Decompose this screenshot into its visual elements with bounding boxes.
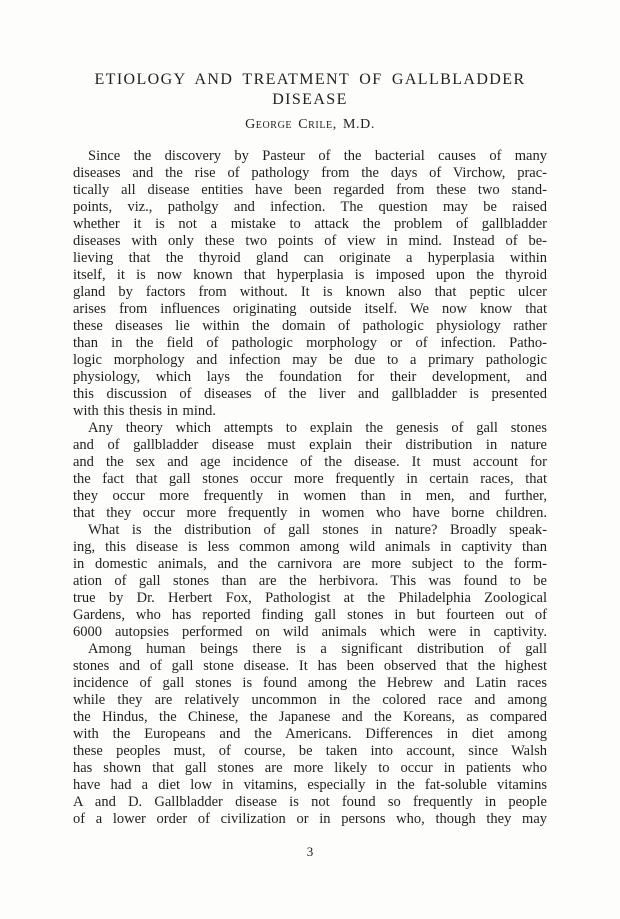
text-line: What is the distribution of gall stones in nature? Broadly speak-: [88, 522, 547, 538]
text-line: diseases with only these two points of view in mind. Instead of be-: [73, 233, 547, 249]
text-line: these diseases lie within the domain of pathologic physiology rather: [73, 318, 547, 334]
text-line: ation of gall stones than are the herbivora. This was found to be: [73, 573, 547, 589]
text-line: that they occur more frequently in women who have borne children.: [73, 505, 547, 521]
text-line: physiology, which lays the foundation for their development, and: [73, 369, 547, 385]
text-line: whether it is not a mistake to attack the problem of gallbladder: [73, 216, 547, 232]
text-line: ing, this disease is less common among wild animals in captivity than: [73, 539, 547, 555]
text-line: incidence of gall stones is found among the Hebrew and Latin races: [73, 675, 547, 691]
text-line: arises from influences originating outside itself. We now know that: [73, 301, 547, 317]
text-line: has shown that gall stones are more likely to occur in patients who: [73, 760, 547, 776]
text-line: while they are relatively uncommon in the colored race and among: [73, 692, 547, 708]
text-line: of a lower order of civilization or in persons who, though they may: [73, 811, 547, 827]
text-line: stones and of gall stone disease. It has been observed that the highest: [73, 658, 547, 674]
text-line: with this thesis in mind.: [73, 403, 216, 419]
text-line: A and D. Gallbladder disease is not found so frequently in people: [73, 794, 547, 810]
text-line: 6000 autopsies performed on wild animals which were in captivity.: [73, 624, 547, 640]
article-title-line-2: DISEASE: [272, 91, 348, 108]
text-line: itself, it is now known that hyperplasia is imposed upon the thyroid: [73, 267, 547, 283]
text-line: they occur more frequently in women than in men, and further,: [73, 488, 547, 504]
text-line: have had a diet low in vitamins, especially in the fat-soluble vitamins: [73, 777, 547, 793]
text-line: Gardens, who has reported finding gall stones in but fourteen out of: [73, 607, 547, 623]
text-line: than in the field of pathologic morphology or of infection. Patho-: [73, 335, 547, 351]
text-line: with the Europeans and the Americans. Differences in diet among: [73, 726, 547, 742]
text-line: the fact that gall stones occur more frequently in certain races, that: [73, 471, 547, 487]
article-title: [73, 70, 547, 110]
text-line: and the sex and age incidence of the disease. It must account for: [73, 454, 547, 470]
text-line: tically all disease entities have been regarded from these two stand-: [73, 182, 547, 198]
text-line: Since the discovery by Pasteur of the bacterial causes of many: [88, 148, 547, 164]
text-line: the Hindus, the Chinese, the Japanese and the Koreans, as compared: [73, 709, 547, 725]
article-title-line-1: ETIOLOGY AND TREATMENT OF GALLBLADDER: [94, 71, 526, 88]
text-line: points, viz., patholgy and infection. The question may be raised: [73, 199, 547, 215]
text-line: and of gallbladder disease must explain their distribution in nature: [73, 437, 547, 453]
text-line: in domestic animals, and the carnivora are more subject to the form-: [73, 556, 547, 572]
text-line: true by Dr. Herbert Fox, Pathologist at the Philadelphia Zoological: [73, 590, 547, 606]
text-line: Any theory which attempts to explain the genesis of gall stones: [88, 420, 547, 436]
author-byline: George Crile, M.D.: [245, 117, 375, 132]
text-line: these peoples must, of course, be taken into account, since Walsh: [73, 743, 547, 759]
text-line: diseases and the rise of pathology from the days of Virchow, prac-: [73, 165, 547, 181]
text-line: logic morphology and infection may be due to a primary pathologic: [73, 352, 547, 368]
text-line: this discussion of diseases of the liver and gallbladder is presented: [73, 386, 547, 402]
body-text: [73, 148, 547, 828]
text-line: Among human beings there is a significant distribution of gall: [88, 641, 547, 657]
text-line: gland by factors from without. It is known also that peptic ulcer: [73, 284, 547, 300]
page-number: 3: [306, 844, 314, 859]
text-line: lieving that the thyroid gland can originate a hyperplasia within: [73, 250, 547, 266]
